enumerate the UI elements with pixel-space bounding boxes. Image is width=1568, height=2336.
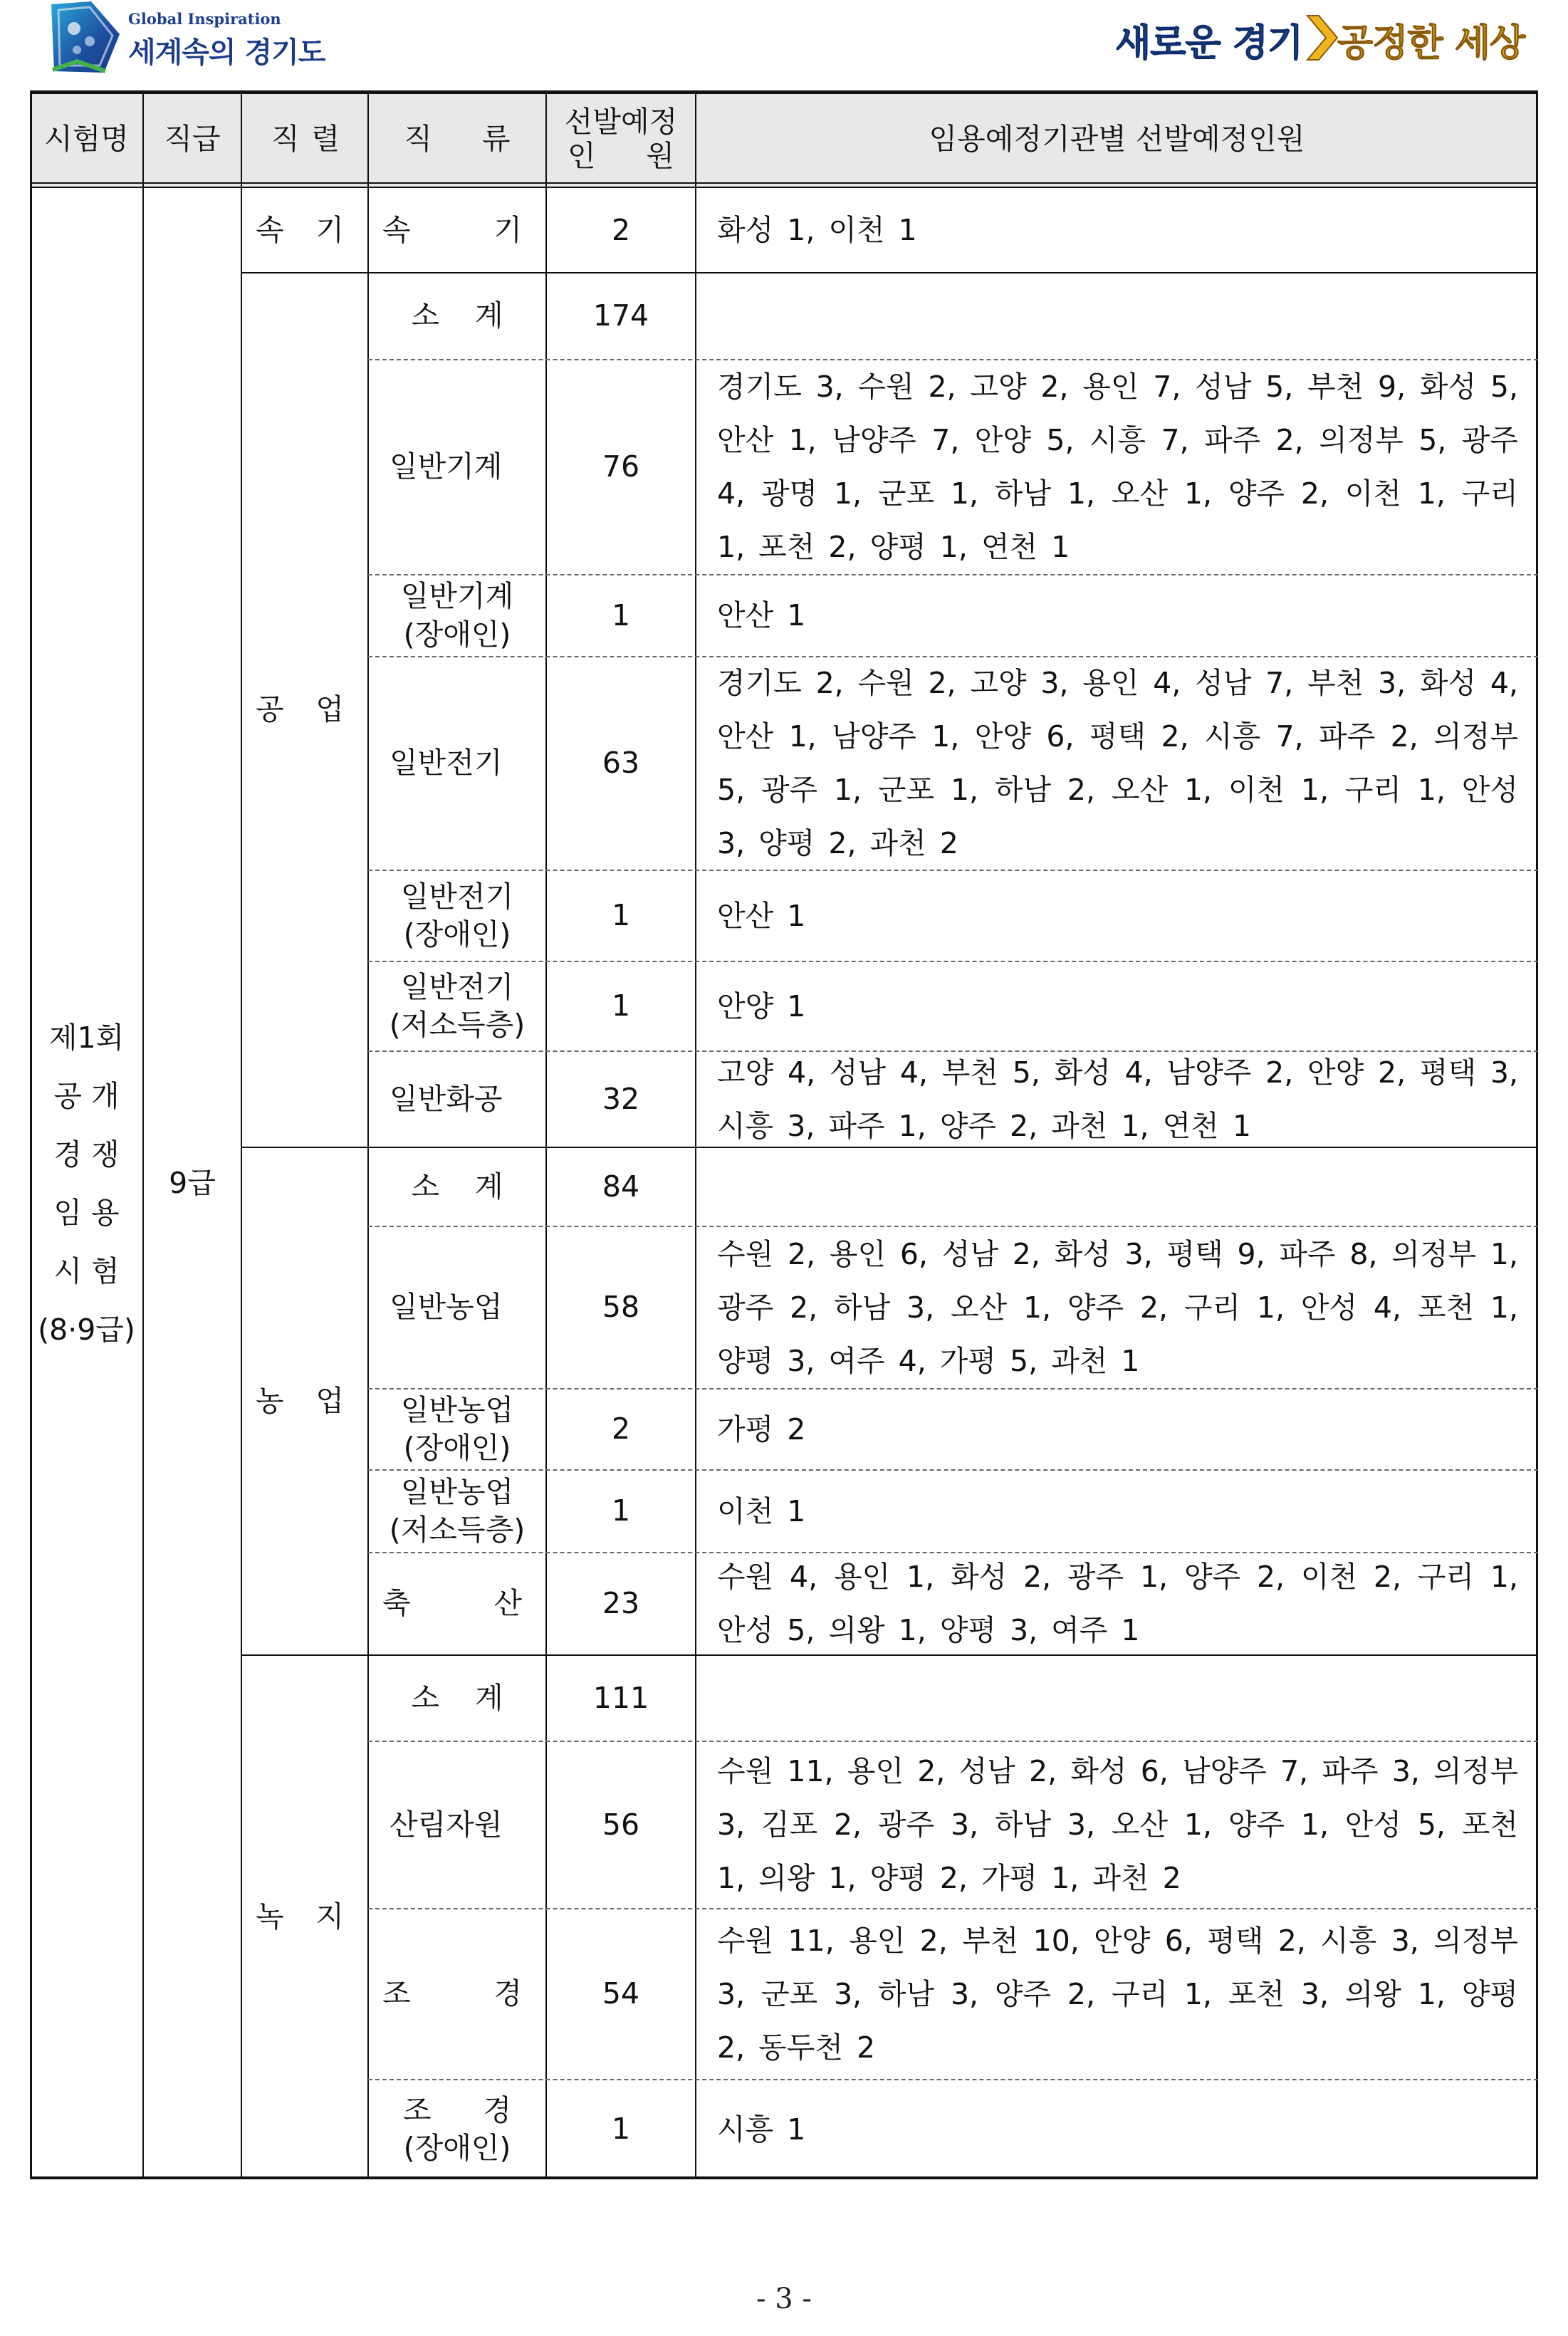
- agencies-text: 안산 1: [717, 898, 806, 933]
- exam-name-line: 임 용: [53, 1196, 120, 1230]
- series-char: 지: [315, 1899, 344, 1934]
- class-line: 일반농업: [400, 1474, 514, 1509]
- agencies-text: 경기도 2, 수원 2, 고양 3, 용인 4, 성남 7, 부천 3, 화성 4, 안산 1, 남양주 1, 안양 6, 평택 2, 시흥 7, 파주 2, 의정부 5, 광주 1, 군포 1, 하남 2, 오산 1, 이천 1, 구리 1, 안성 3, 양평 2, 과천 2: [717, 666, 1518, 860]
- row-divider: [368, 574, 1538, 575]
- agencies-text: 수원 11, 용인 2, 부천 10, 안양 6, 평택 2, 시흥 3, 의정부 3, 군포 3, 하남 3, 양주 2, 구리 1, 포천 3, 의왕 1, 양평 2, 동두천 2: [717, 1923, 1518, 2065]
- class-char: 소: [411, 298, 439, 333]
- row-divider: [368, 1050, 1538, 1052]
- class-line: (장애인): [403, 1431, 511, 1465]
- exam-name-line: 시 험: [53, 1254, 120, 1288]
- header-class-char-2: 류: [482, 121, 511, 156]
- class-line: (장애인): [403, 617, 511, 652]
- class-cell-subtotal: [368, 1147, 546, 1226]
- class-char: 경: [493, 1976, 522, 2011]
- row-divider: [368, 1388, 1538, 1389]
- agencies-text: 안산 1: [717, 598, 806, 632]
- column-divider: [142, 90, 144, 2179]
- count-cell: 63: [602, 746, 640, 781]
- table-border-right: [1536, 90, 1538, 2179]
- agencies-cell: [696, 575, 1538, 657]
- agencies-cell: [696, 1741, 1538, 1909]
- class-cell: 일반전기: [390, 746, 503, 781]
- count-cell: 2: [611, 212, 631, 247]
- count-cell: 76: [602, 449, 640, 484]
- column-divider: [545, 90, 547, 2179]
- agencies-text: 경기도 3, 수원 2, 고양 2, 용인 7, 성남 5, 부천 9, 화성 5, 안산 1, 남양주 7, 안양 5, 시흥 7, 파주 2, 의정부 5, 광주 4, 광명 1, 군포 1, 하남 1, 오산 1, 양주 2, 이천 1, 구리 1, 포천 2, 양평 1, 연천 1: [717, 370, 1518, 564]
- series-char: 공: [256, 692, 284, 727]
- series-char: 기: [315, 212, 344, 247]
- header-divider: [30, 182, 1538, 184]
- header-series-char-2: 렬: [311, 121, 340, 156]
- agencies-text: 이천 1: [717, 1493, 806, 1528]
- class-char: 속: [382, 212, 411, 247]
- class-char: 소: [411, 1169, 439, 1204]
- header-exam-name: 시험명: [30, 90, 143, 188]
- count-cell: 32: [602, 1081, 640, 1116]
- header-divider: [30, 187, 1538, 188]
- class-line: (저소득층): [389, 1513, 526, 1547]
- agencies-cell: [696, 2080, 1538, 2179]
- class-line: 조 경: [402, 2092, 512, 2127]
- class-line: 일반전기: [400, 969, 514, 1004]
- series-char: 업: [315, 692, 344, 727]
- row-divider: [368, 1469, 1538, 1471]
- class-char: 계: [475, 298, 503, 333]
- class-cell: [368, 961, 546, 1051]
- exam-name-line: 제1회: [48, 1021, 125, 1055]
- gyeonggi-emblem-icon: [48, 0, 123, 75]
- count-cell-subtotal: 111: [592, 1680, 649, 1715]
- class-cell: 일반화공: [390, 1081, 503, 1116]
- table-border-left: [30, 90, 32, 2179]
- class-cell: [368, 870, 546, 961]
- header-class-char-1: 직: [404, 121, 432, 156]
- class-line: (장애인): [403, 2131, 511, 2165]
- chevron-right-icon: [1305, 13, 1339, 63]
- agencies-cell: [696, 188, 1538, 273]
- class-cell: [368, 188, 546, 273]
- agencies-text: 수원 4, 용인 1, 화성 2, 광주 1, 양주 2, 이천 2, 구리 1, 안성 5, 의왕 1, 양평 3, 여주 1: [717, 1560, 1518, 1647]
- series-char: 녹: [256, 1899, 284, 1934]
- agencies-text: 수원 2, 용인 6, 성남 2, 화성 3, 평택 9, 파주 8, 의정부 1, 광주 2, 하남 3, 오산 1, 양주 2, 구리 1, 안성 4, 포천 1, 양평 3, 여주 4, 가평 5, 과천 1: [717, 1236, 1518, 1378]
- count-cell-subtotal: 174: [592, 298, 649, 333]
- table-border-bottom: [30, 2176, 1538, 2179]
- series-char: 업: [315, 1383, 344, 1418]
- class-cell: 일반기계: [390, 449, 503, 484]
- exam-name-line: 공 개: [53, 1079, 120, 1113]
- class-char: 조: [382, 1976, 411, 2011]
- class-char: 축: [382, 1586, 411, 1621]
- row-divider: [368, 961, 1538, 962]
- class-line: 일반전기: [400, 879, 514, 914]
- column-divider: [241, 90, 242, 2179]
- recruitment-table: [30, 90, 1538, 2179]
- agencies-cell: [696, 1147, 1538, 1226]
- slogan-banner: [1111, 10, 1524, 64]
- class-cell: [368, 575, 546, 657]
- count-cell: 1: [611, 598, 631, 632]
- count-cell-subtotal: 84: [602, 1169, 640, 1204]
- agencies-cell: [696, 1470, 1538, 1553]
- agencies-cell: [696, 360, 1538, 575]
- agencies-text: 고양 4, 성남 4, 부천 5, 화성 4, 남양주 2, 안양 2, 평택 3, 시흥 3, 파주 1, 양주 2, 과천 1, 연천 1: [717, 1055, 1518, 1143]
- class-line: 일반기계: [400, 579, 514, 614]
- class-line: (장애인): [403, 917, 511, 951]
- exam-name-line: (8·9급): [38, 1313, 135, 1347]
- agencies-text: 화성 1, 이천 1: [717, 213, 917, 247]
- class-cell: 일반농업: [390, 1290, 503, 1325]
- count-cell: 1: [611, 1493, 631, 1528]
- agencies-cell: [696, 273, 1538, 360]
- header-count-char-2: 원: [646, 138, 674, 173]
- group-divider: [241, 1654, 1538, 1656]
- series-nongeop: [241, 1147, 368, 1655]
- row-divider: [368, 656, 1538, 657]
- class-char: 소: [411, 1680, 439, 1715]
- class-line: (저소득층): [389, 1008, 526, 1042]
- class-cell-subtotal: [368, 1655, 546, 1741]
- row-divider: [368, 1552, 1538, 1553]
- row-divider: [368, 1226, 1538, 1227]
- agencies-cell: [696, 961, 1538, 1051]
- agencies-cell: [696, 657, 1538, 870]
- agencies-cell: [696, 1909, 1538, 2080]
- class-cell-subtotal: [368, 273, 546, 360]
- agencies-text: 안양 1: [717, 989, 806, 1023]
- class-cell: [368, 1553, 546, 1655]
- class-cell: [368, 1909, 546, 2080]
- agencies-text: 가평 2: [717, 1412, 806, 1446]
- agencies-cell: [696, 1226, 1538, 1389]
- row-divider: [368, 2079, 1538, 2080]
- row-divider: [368, 359, 1538, 360]
- count-cell: 1: [611, 989, 631, 1023]
- agencies-cell: [696, 1655, 1538, 1741]
- column-divider: [695, 90, 696, 2179]
- row-divider: [368, 1741, 1538, 1742]
- count-cell: 1: [611, 2112, 631, 2147]
- class-cell: [368, 1389, 546, 1470]
- agencies-text: 시흥 1: [717, 2112, 806, 2147]
- logo-korean-text: 세계속의 경기도: [128, 36, 325, 69]
- table-border-top: [30, 90, 1538, 94]
- count-cell: 54: [602, 1976, 640, 2011]
- class-cell: 산림자원: [390, 1807, 503, 1842]
- row-divider: [368, 870, 1538, 871]
- class-cell: [368, 2080, 546, 2179]
- header-class: [368, 90, 546, 188]
- class-char: 계: [475, 1680, 503, 1715]
- page-number: - 3 -: [756, 2283, 812, 2315]
- agencies-text: 수원 11, 용인 2, 성남 2, 화성 6, 남양주 7, 파주 3, 의정부 3, 김포 2, 광주 3, 하남 3, 오산 1, 양주 1, 안성 5, 포천 1, 의왕 1, 양평 2, 가평 1, 과천 2: [717, 1754, 1518, 1895]
- logo-english-text: Global Inspiration: [128, 10, 281, 28]
- header-grade: 직급: [143, 90, 241, 188]
- count-cell: 23: [602, 1586, 640, 1621]
- agencies-cell: [696, 1389, 1538, 1470]
- column-divider: [367, 90, 369, 2179]
- series-char: 농: [256, 1383, 284, 1418]
- class-char: 산: [493, 1586, 522, 1621]
- row-divider: [368, 1908, 1538, 1909]
- header-series: [241, 90, 368, 188]
- slogan-new-gyeonggi: 새로운 경기: [1115, 22, 1303, 65]
- series-gongeop: [241, 273, 368, 1147]
- group-divider: [241, 272, 1538, 273]
- group-divider: [241, 1147, 1538, 1148]
- exam-name-cell: [30, 188, 143, 2179]
- count-cell: 2: [611, 1412, 631, 1446]
- grade-cell: 9급: [169, 1166, 216, 1201]
- header-agencies: 임용예정기관별 선발예정인원: [696, 90, 1538, 188]
- series-char: 속: [256, 212, 284, 247]
- header-count-char-1: 인: [568, 138, 596, 173]
- header-planned-count: [546, 90, 696, 188]
- class-char: 계: [475, 1169, 503, 1204]
- slogan-fair-world: 공정한 세상: [1337, 22, 1525, 65]
- agencies-cell: [696, 1051, 1538, 1147]
- exam-name-line: 경 쟁: [53, 1137, 120, 1172]
- header-count-line-1: 선발예정: [564, 105, 678, 140]
- gyeonggi-logo: [48, 0, 325, 77]
- count-cell: 56: [602, 1807, 640, 1842]
- count-cell: 58: [602, 1290, 640, 1325]
- class-cell: [368, 1470, 546, 1553]
- count-cell: 1: [611, 898, 631, 933]
- class-line: 일반농업: [400, 1392, 514, 1427]
- series-nokji: [241, 1655, 368, 2179]
- agencies-cell: [696, 1553, 1538, 1655]
- series-sokgi: [241, 188, 368, 273]
- header-series-char-1: 직: [271, 121, 300, 156]
- class-char: 기: [493, 212, 522, 247]
- agencies-cell: [696, 870, 1538, 961]
